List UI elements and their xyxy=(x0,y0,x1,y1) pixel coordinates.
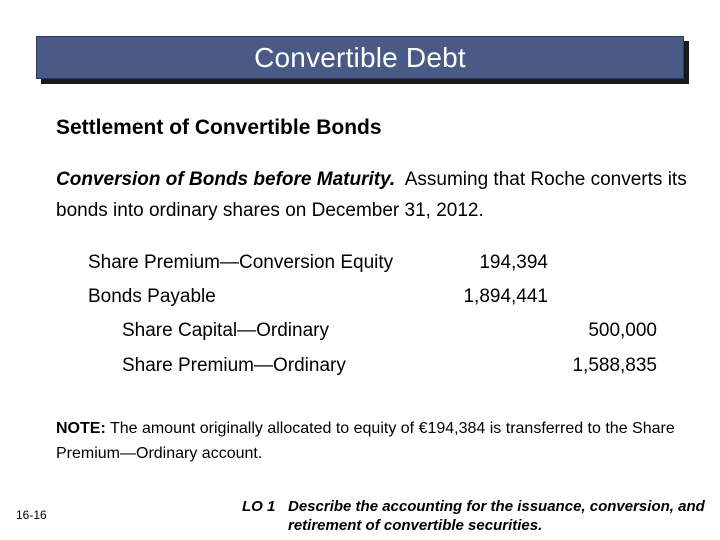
entry-debit: 1,894,441 xyxy=(463,286,548,307)
paragraph-lead: Conversion of Bonds before Maturity. xyxy=(56,169,396,190)
slide-title: Convertible Debt xyxy=(254,41,466,73)
learning-objective xyxy=(242,497,712,535)
slide-subtitle: Settlement of Convertible Bonds xyxy=(56,116,382,139)
entry-credit: 1,588,835 xyxy=(572,355,657,376)
intro-paragraph xyxy=(56,164,696,226)
entry-credit: 500,000 xyxy=(588,320,657,341)
entry-account: Share Premium—Ordinary xyxy=(122,355,346,376)
title-bar xyxy=(36,36,684,79)
note-text: The amount originally allocated to equity of €194,384 is transferred to the Share Premium—Ordinary account. xyxy=(56,420,675,462)
paragraph-text: Assuming that Roche converts its bonds into ordinary shares on December 31, 2012. xyxy=(56,169,687,221)
entry-account: Bonds Payable xyxy=(88,286,216,307)
page-number: 16-16 xyxy=(16,508,47,522)
entry-account: Share Premium—Conversion Equity xyxy=(88,252,394,273)
note xyxy=(56,416,686,466)
entry-account: Share Capital—Ordinary xyxy=(122,320,329,341)
note-label: NOTE: xyxy=(56,420,106,437)
learning-objective-text: Describe the accounting for the issuance, conversion, and retirement of convertible securities. xyxy=(288,498,705,534)
entry-debit: 194,394 xyxy=(479,252,548,273)
learning-objective-tag: LO 1 xyxy=(242,498,276,515)
